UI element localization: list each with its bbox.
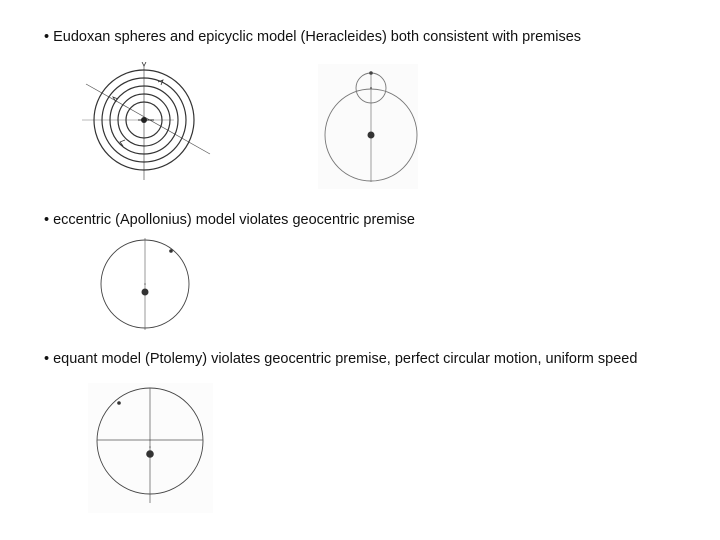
bullet-eudoxan-epicyclic: • Eudoxan spheres and epicyclic model (Heracleides) both consistent with premises (44, 29, 582, 45)
epicyclic-model-diagram (318, 64, 418, 189)
bullet-equant: • equant model (Ptolemy) violates geocentric premise, perfect circular motion, uniform speed (44, 351, 638, 367)
eudoxan-spheres-diagram (78, 62, 213, 182)
equant-model-diagram (88, 383, 213, 513)
bullet-eccentric: • eccentric (Apollonius) model violates geocentric premise (44, 212, 415, 228)
eccentric-model-diagram (93, 234, 193, 334)
